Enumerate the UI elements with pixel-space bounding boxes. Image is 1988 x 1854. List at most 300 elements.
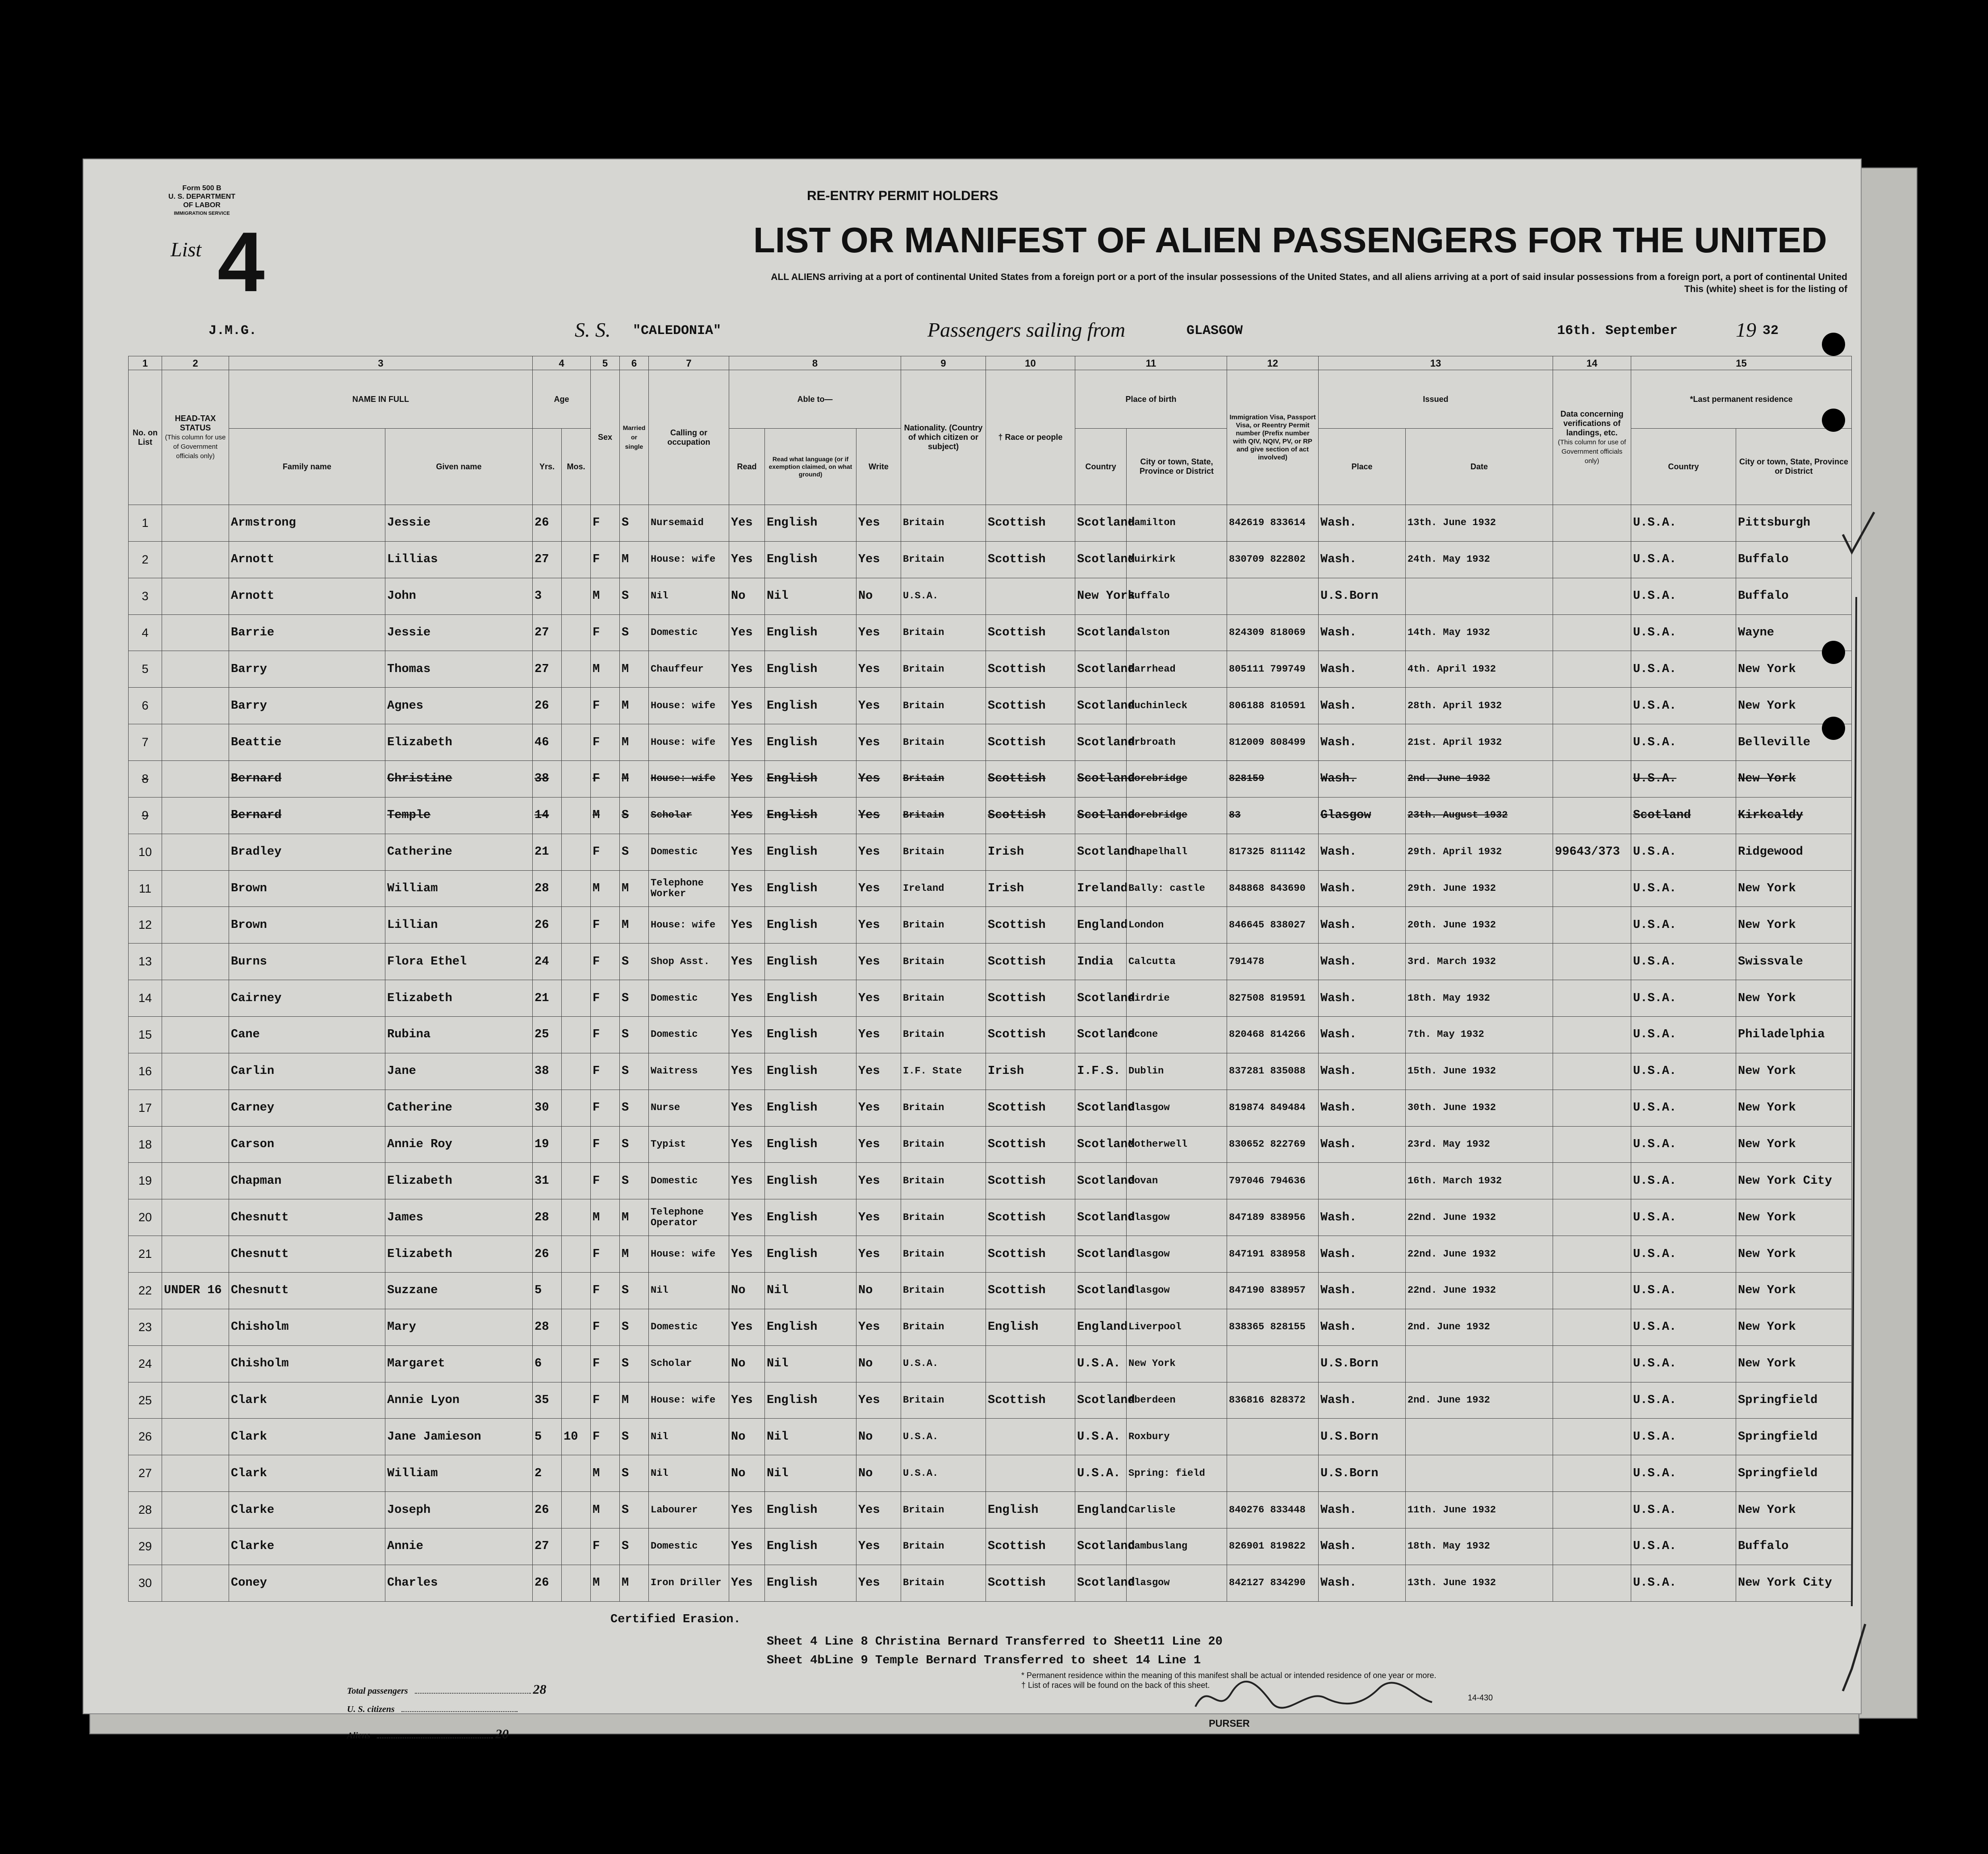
marital-status-cell: S: [620, 1126, 649, 1163]
read-cell: Yes: [729, 870, 765, 907]
table-row: [129, 944, 1852, 980]
column-number: 1: [129, 356, 162, 370]
age-months-cell: [562, 944, 591, 980]
nationality-cell: Britain: [901, 1382, 986, 1419]
age-months-cell: [562, 761, 591, 798]
language-cell: English: [765, 1163, 856, 1199]
marital-status-cell: S: [620, 1053, 649, 1090]
visa-number-cell: 806188 810591: [1227, 688, 1319, 724]
issued-date-cell: 13th. June 1932: [1406, 505, 1553, 542]
issued-place-cell: U.S.Born: [1319, 1455, 1406, 1492]
line-number: 30: [129, 1565, 162, 1601]
birth-country-cell: Scotland: [1075, 1528, 1127, 1565]
table-row: [129, 1053, 1852, 1090]
age-years-cell: 38: [533, 1053, 562, 1090]
language-cell: Nil: [765, 1345, 856, 1382]
race-cell: English: [986, 1309, 1075, 1345]
age-years-cell: 5: [533, 1419, 562, 1455]
given-name-cell: John: [385, 578, 533, 614]
header-place-of-birth: Place of birth: [1075, 370, 1227, 429]
vessel-prefix: S. S.: [575, 318, 611, 341]
visa-number-cell: 805111 799749: [1227, 651, 1319, 688]
birth-country-cell: Scotland: [1075, 1126, 1127, 1163]
table-row: [129, 614, 1852, 651]
nationality-cell: Britain: [901, 1163, 986, 1199]
issued-place-cell: Wash.: [1319, 980, 1406, 1017]
read-cell: Yes: [729, 980, 765, 1017]
given-name-cell: Elizabeth: [385, 724, 533, 761]
birth-city-cell: London: [1127, 907, 1227, 944]
footnote-races: † List of races will be found on the back of this sheet.: [1021, 1681, 1210, 1690]
marital-status-cell: M: [620, 688, 649, 724]
visa-number-cell: 830652 822769: [1227, 1126, 1319, 1163]
line-number: 29: [129, 1528, 162, 1565]
table-row: [129, 761, 1852, 798]
header-yrs: Yrs.: [533, 429, 562, 505]
line-number: 1: [129, 505, 162, 542]
residence-country-cell: U.S.A.: [1631, 834, 1736, 870]
residence-city-cell: New York: [1736, 870, 1852, 907]
nationality-cell: Britain: [901, 1236, 986, 1273]
line-number: 4: [129, 614, 162, 651]
residence-country-cell: U.S.A.: [1631, 724, 1736, 761]
race-cell: Scottish: [986, 1017, 1075, 1053]
us-citizens-label: U. S. citizens: [347, 1704, 395, 1714]
table-row: [129, 1309, 1852, 1345]
visa-number-cell: 791478: [1227, 944, 1319, 980]
line-number: 22: [129, 1273, 162, 1309]
birth-country-cell: India: [1075, 944, 1127, 980]
nationality-cell: Britain: [901, 1273, 986, 1309]
language-cell: English: [765, 907, 856, 944]
marital-status-cell: S: [620, 1345, 649, 1382]
birth-city-cell: Buffalo: [1127, 578, 1227, 614]
nationality-cell: Britain: [901, 614, 986, 651]
head-tax-cell: [162, 1565, 229, 1601]
write-cell: Yes: [856, 1236, 901, 1273]
race-cell: Scottish: [986, 1565, 1075, 1601]
table-row: [129, 1199, 1852, 1236]
language-cell: English: [765, 761, 856, 798]
age-years-cell: 35: [533, 1382, 562, 1419]
header-last-residence: *Last permanent residence: [1631, 370, 1852, 429]
header-landing-label: Data concerning verifications of landings, etc.: [1560, 409, 1624, 437]
residence-city-cell: New York: [1736, 1199, 1852, 1236]
write-cell: Yes: [856, 797, 901, 834]
visa-number-cell: 847189 838956: [1227, 1199, 1319, 1236]
birth-country-cell: New York: [1075, 578, 1127, 614]
sex-cell: F: [591, 688, 620, 724]
aliens-dots: [377, 1737, 493, 1738]
age-months-cell: [562, 1528, 591, 1565]
birth-country-cell: U.S.A.: [1075, 1345, 1127, 1382]
marital-status-cell: M: [620, 1199, 649, 1236]
given-name-cell: Annie: [385, 1528, 533, 1565]
visa-number-cell: 848868 843690: [1227, 870, 1319, 907]
age-months-cell: [562, 1236, 591, 1273]
head-tax-cell: [162, 1126, 229, 1163]
age-years-cell: 21: [533, 834, 562, 870]
race-cell: Scottish: [986, 505, 1075, 542]
residence-country-cell: U.S.A.: [1631, 1090, 1736, 1126]
birth-country-cell: Scotland: [1075, 1236, 1127, 1273]
birth-city-cell: Dublin: [1127, 1053, 1227, 1090]
birth-city-cell: Glasgow: [1127, 1273, 1227, 1309]
residence-country-cell: U.S.A.: [1631, 1199, 1736, 1236]
family-name-cell: Arnott: [229, 541, 385, 578]
punch-hole: [1822, 333, 1845, 356]
read-cell: No: [729, 578, 765, 614]
header-birth-country: Country: [1075, 429, 1127, 505]
given-name-cell: Lillian: [385, 907, 533, 944]
header-issued: Issued: [1319, 370, 1553, 429]
family-name-cell: Beattie: [229, 724, 385, 761]
race-cell: Irish: [986, 834, 1075, 870]
landing-data-cell: [1553, 944, 1631, 980]
age-years-cell: 28: [533, 1199, 562, 1236]
sex-cell: F: [591, 1345, 620, 1382]
residence-country-cell: U.S.A.: [1631, 578, 1736, 614]
age-years-cell: 30: [533, 1090, 562, 1126]
aliens-value: 20: [495, 1727, 509, 1741]
given-name-cell: Annie Roy: [385, 1126, 533, 1163]
residence-country-cell: U.S.A.: [1631, 907, 1736, 944]
sex-cell: F: [591, 944, 620, 980]
write-cell: Yes: [856, 1163, 901, 1199]
residence-country-cell: U.S.A.: [1631, 1309, 1736, 1345]
intro-line-2: This (white) sheet is for the listing of: [1684, 284, 1847, 294]
read-cell: Yes: [729, 944, 765, 980]
race-cell: Irish: [986, 1053, 1075, 1090]
issued-place-cell: Wash.: [1319, 870, 1406, 907]
family-name-cell: Carson: [229, 1126, 385, 1163]
header-residence-city: City or town, State, Province or District: [1736, 429, 1852, 505]
landing-data-cell: [1553, 1345, 1631, 1382]
head-tax-cell: [162, 1419, 229, 1455]
birth-city-cell: Carlisle: [1127, 1492, 1227, 1528]
line-number: 3: [129, 578, 162, 614]
column-number: 4: [533, 356, 591, 370]
nationality-cell: Britain: [901, 761, 986, 798]
table-row: [129, 1455, 1852, 1492]
write-cell: Yes: [856, 980, 901, 1017]
write-cell: Yes: [856, 1382, 901, 1419]
write-cell: Yes: [856, 724, 901, 761]
header-able-to: Able to—: [729, 370, 901, 429]
read-cell: Yes: [729, 541, 765, 578]
language-cell: English: [765, 1053, 856, 1090]
tick-marks: [1838, 508, 1883, 1691]
age-months-cell: [562, 1492, 591, 1528]
age-years-cell: 3: [533, 578, 562, 614]
residence-country-cell: U.S.A.: [1631, 980, 1736, 1017]
race-cell: Scottish: [986, 1273, 1075, 1309]
visa-number-cell: 828159: [1227, 761, 1319, 798]
sex-cell: F: [591, 1017, 620, 1053]
family-name-cell: Chisholm: [229, 1345, 385, 1382]
birth-city-cell: Glasgow: [1127, 1565, 1227, 1601]
sex-cell: F: [591, 1382, 620, 1419]
line-number: 19: [129, 1163, 162, 1199]
given-name-cell: Thomas: [385, 651, 533, 688]
age-months-cell: [562, 834, 591, 870]
race-cell: Scottish: [986, 761, 1075, 798]
language-cell: English: [765, 980, 856, 1017]
column-number: 6: [620, 356, 649, 370]
given-name-cell: Mary: [385, 1309, 533, 1345]
line-number: 15: [129, 1017, 162, 1053]
birth-country-cell: Scotland: [1075, 505, 1127, 542]
sex-cell: F: [591, 1309, 620, 1345]
age-years-cell: 31: [533, 1163, 562, 1199]
write-cell: Yes: [856, 1528, 901, 1565]
age-months-cell: [562, 688, 591, 724]
write-cell: Yes: [856, 761, 901, 798]
nationality-cell: Britain: [901, 980, 986, 1017]
line-number: 23: [129, 1309, 162, 1345]
nationality-cell: Britain: [901, 907, 986, 944]
occupation-cell: Nil: [649, 1419, 729, 1455]
marital-status-cell: S: [620, 1090, 649, 1126]
occupation-cell: Domestic: [649, 614, 729, 651]
age-years-cell: 28: [533, 1309, 562, 1345]
marital-status-cell: S: [620, 1492, 649, 1528]
race-cell: Scottish: [986, 1090, 1075, 1126]
write-cell: Yes: [856, 1309, 901, 1345]
occupation-cell: Domestic: [649, 1309, 729, 1345]
visa-number-cell: 836816 828372: [1227, 1382, 1319, 1419]
write-cell: Yes: [856, 1053, 901, 1090]
header-landing: [1553, 370, 1631, 505]
age-months-cell: [562, 1273, 591, 1309]
header-head-tax: [162, 370, 229, 505]
table-row: [129, 578, 1852, 614]
residence-country-cell: U.S.A.: [1631, 688, 1736, 724]
residence-country-cell: U.S.A.: [1631, 505, 1736, 542]
given-name-cell: Charles: [385, 1565, 533, 1601]
language-cell: English: [765, 1492, 856, 1528]
visa-number-cell: 847190 838957: [1227, 1273, 1319, 1309]
column-number: 2: [162, 356, 229, 370]
marital-status-cell: M: [620, 870, 649, 907]
family-name-cell: Chesnutt: [229, 1236, 385, 1273]
age-years-cell: 26: [533, 688, 562, 724]
header-mos: Mos.: [562, 429, 591, 505]
family-name-cell: Barrie: [229, 614, 385, 651]
family-name-cell: Clarke: [229, 1492, 385, 1528]
age-years-cell: 28: [533, 870, 562, 907]
visa-number-cell: 847191 838958: [1227, 1236, 1319, 1273]
residence-city-cell: Ridgewood: [1736, 834, 1852, 870]
read-cell: Yes: [729, 1382, 765, 1419]
occupation-cell: Labourer: [649, 1492, 729, 1528]
visa-number-cell: 83: [1227, 797, 1319, 834]
landing-data-cell: [1553, 1017, 1631, 1053]
residence-city-cell: New York City: [1736, 1565, 1852, 1601]
birth-country-cell: Scotland: [1075, 797, 1127, 834]
age-years-cell: 26: [533, 1236, 562, 1273]
line-number: 9: [129, 797, 162, 834]
total-passengers-value: 28: [533, 1682, 547, 1697]
read-cell: Yes: [729, 1053, 765, 1090]
issued-date-cell: [1406, 578, 1553, 614]
nationality-cell: Britain: [901, 1492, 986, 1528]
birth-city-cell: Aberdeen: [1127, 1382, 1227, 1419]
write-cell: No: [856, 1345, 901, 1382]
family-name-cell: Cairney: [229, 980, 385, 1017]
age-years-cell: 27: [533, 1528, 562, 1565]
line-number: 20: [129, 1199, 162, 1236]
age-years-cell: 26: [533, 907, 562, 944]
race-cell: English: [986, 1492, 1075, 1528]
race-cell: Scottish: [986, 1126, 1075, 1163]
issued-date-cell: 28th. April 1932: [1406, 688, 1553, 724]
issued-place-cell: Wash.: [1319, 1199, 1406, 1236]
line-number: 10: [129, 834, 162, 870]
issued-place-cell: Wash.: [1319, 1236, 1406, 1273]
residence-city-cell: New York: [1736, 1236, 1852, 1273]
line-number: 5: [129, 651, 162, 688]
race-cell: Scottish: [986, 797, 1075, 834]
age-years-cell: 38: [533, 761, 562, 798]
header-visa: Immigration Visa, Passport Visa, or Reentry Permit number (Prefix number with QIV, NQIV, PV, or RP and give section of act involved): [1227, 370, 1319, 505]
write-cell: Yes: [856, 907, 901, 944]
language-cell: English: [765, 1017, 856, 1053]
residence-city-cell: New York: [1736, 1309, 1852, 1345]
residence-city-cell: Wayne: [1736, 614, 1852, 651]
table-row: [129, 651, 1852, 688]
residence-city-cell: Philadelphia: [1736, 1017, 1852, 1053]
head-tax-cell: [162, 1236, 229, 1273]
occupation-cell: Telephone Worker: [649, 870, 729, 907]
line-number: 6: [129, 688, 162, 724]
read-cell: Yes: [729, 1090, 765, 1126]
landing-data-cell: [1553, 870, 1631, 907]
form-number: [166, 184, 238, 218]
sex-cell: F: [591, 505, 620, 542]
sex-cell: F: [591, 1273, 620, 1309]
age-years-cell: 27: [533, 541, 562, 578]
language-cell: English: [765, 1528, 856, 1565]
visa-number-cell: 819874 849484: [1227, 1090, 1319, 1126]
landing-data-cell: [1553, 907, 1631, 944]
write-cell: No: [856, 1273, 901, 1309]
nationality-cell: U.S.A.: [901, 1455, 986, 1492]
write-cell: Yes: [856, 614, 901, 651]
birth-country-cell: Scotland: [1075, 834, 1127, 870]
head-tax-cell: [162, 1455, 229, 1492]
line-number: 8: [129, 761, 162, 798]
visa-number-cell: 820468 814266: [1227, 1017, 1319, 1053]
residence-city-cell: New York: [1736, 980, 1852, 1017]
sex-cell: F: [591, 1236, 620, 1273]
sex-cell: M: [591, 1565, 620, 1601]
transfer-note-2: Sheet 4bLine 9 Temple Bernard Transferred to sheet 14 Line 1: [767, 1654, 1201, 1667]
language-cell: English: [765, 1382, 856, 1419]
head-tax-cell: [162, 1163, 229, 1199]
head-tax-cell: [162, 651, 229, 688]
birth-country-cell: Scotland: [1075, 688, 1127, 724]
vessel-name: "CALEDONIA": [633, 323, 722, 338]
landing-data-cell: [1553, 688, 1631, 724]
visa-number-cell: 827508 819591: [1227, 980, 1319, 1017]
age-months-cell: 10: [562, 1419, 591, 1455]
residence-city-cell: Kirkcaldy: [1736, 797, 1852, 834]
head-tax-cell: [162, 1382, 229, 1419]
residence-country-cell: U.S.A.: [1631, 761, 1736, 798]
family-name-cell: Bradley: [229, 834, 385, 870]
landing-data-cell: [1553, 1236, 1631, 1273]
age-years-cell: 26: [533, 505, 562, 542]
table-row: [129, 541, 1852, 578]
landing-data-cell: [1553, 761, 1631, 798]
nationality-cell: I.F. State: [901, 1053, 986, 1090]
write-cell: Yes: [856, 834, 901, 870]
table-row: [129, 1382, 1852, 1419]
birth-city-cell: Roxbury: [1127, 1419, 1227, 1455]
visa-number-cell: 846645 838027: [1227, 907, 1319, 944]
given-name-cell: Elizabeth: [385, 1163, 533, 1199]
family-name-cell: Bernard: [229, 761, 385, 798]
marital-status-cell: M: [620, 907, 649, 944]
sex-cell: F: [591, 980, 620, 1017]
us-citizens: [347, 1704, 518, 1715]
line-number: 21: [129, 1236, 162, 1273]
issued-date-cell: 22nd. June 1932: [1406, 1236, 1553, 1273]
age-years-cell: 21: [533, 980, 562, 1017]
aliens-label: Aliens: [347, 1731, 371, 1741]
sex-cell: F: [591, 761, 620, 798]
birth-city-cell: Gorebridge: [1127, 797, 1227, 834]
table-row: [129, 1492, 1852, 1528]
race-cell: Scottish: [986, 980, 1075, 1017]
age-months-cell: [562, 907, 591, 944]
language-cell: Nil: [765, 578, 856, 614]
language-cell: Nil: [765, 1455, 856, 1492]
race-cell: Scottish: [986, 614, 1075, 651]
birth-city-cell: Calcutta: [1127, 944, 1227, 980]
header-residence-country: Country: [1631, 429, 1736, 505]
residence-city-cell: Buffalo: [1736, 1528, 1852, 1565]
birth-city-cell: Bally: castle: [1127, 870, 1227, 907]
issued-date-cell: 23rd. May 1932: [1406, 1126, 1553, 1163]
occupation-cell: House: wife: [649, 907, 729, 944]
read-cell: Yes: [729, 834, 765, 870]
landing-data-cell: [1553, 1273, 1631, 1309]
header-family-name: Family name: [229, 429, 385, 505]
race-cell: Irish: [986, 870, 1075, 907]
visa-number-cell: 826901 819822: [1227, 1528, 1319, 1565]
header-sex: Sex: [591, 370, 620, 505]
visa-number-cell: 797046 794636: [1227, 1163, 1319, 1199]
head-tax-cell: [162, 797, 229, 834]
race-cell: Scottish: [986, 1528, 1075, 1565]
given-name-cell: Agnes: [385, 688, 533, 724]
given-name-cell: Suzzane: [385, 1273, 533, 1309]
age-months-cell: [562, 1017, 591, 1053]
occupation-cell: Domestic: [649, 834, 729, 870]
head-tax-cell: [162, 907, 229, 944]
age-years-cell: 19: [533, 1126, 562, 1163]
occupation-cell: Typist: [649, 1126, 729, 1163]
occupation-cell: Domestic: [649, 1017, 729, 1053]
family-name-cell: Chesnutt: [229, 1273, 385, 1309]
year-suffix: 32: [1762, 323, 1779, 338]
marital-status-cell: S: [620, 578, 649, 614]
marital-status-cell: S: [620, 1455, 649, 1492]
write-cell: Yes: [856, 541, 901, 578]
residence-country-cell: U.S.A.: [1631, 541, 1736, 578]
